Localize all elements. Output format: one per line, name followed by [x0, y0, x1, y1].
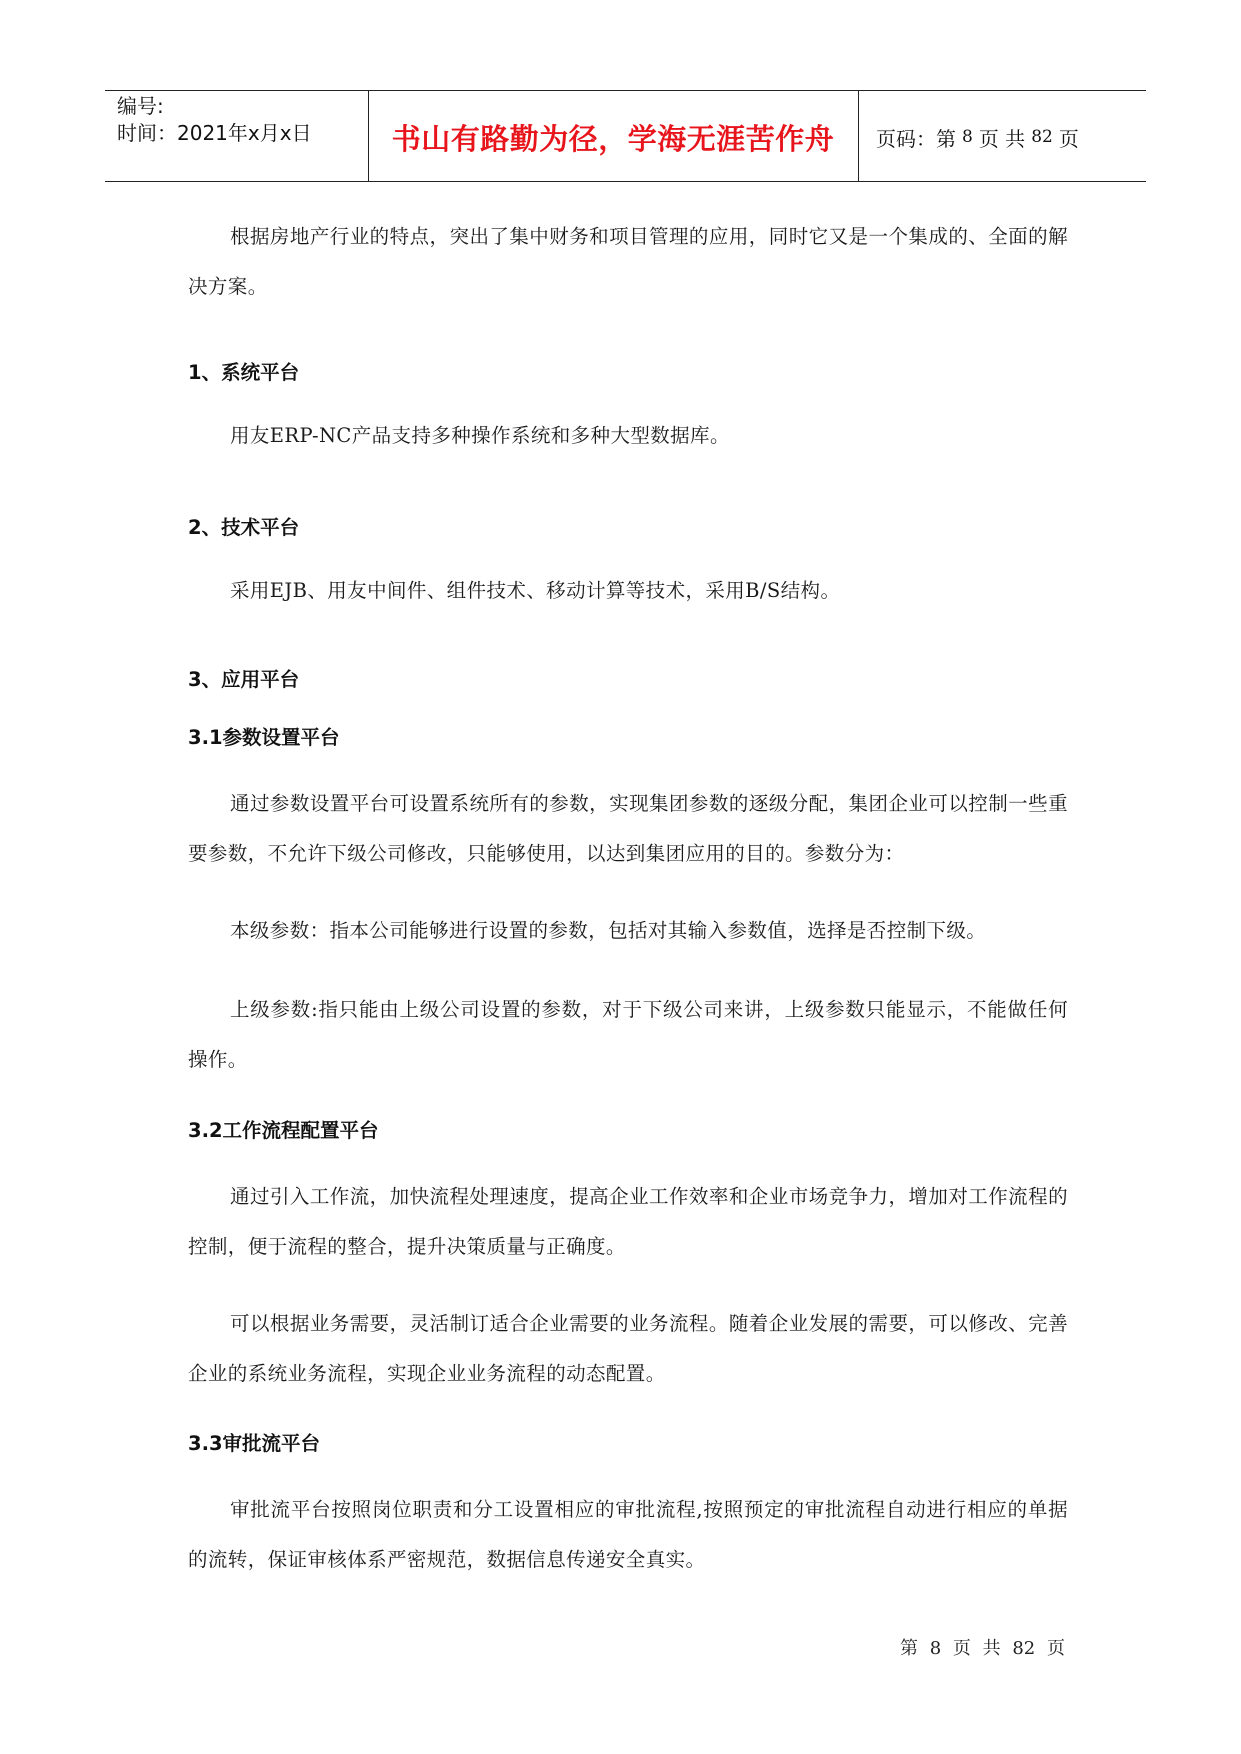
subsection-3-1-local-params: 本级参数：指本公司能够进行设置的参数，包括对其输入参数值，选择是否控制下级。 [230, 919, 987, 942]
time-label: 时间：2021年x月x日 [117, 121, 312, 145]
intro-paragraph: 根据房地产行业的特点，突出了集中财务和项目管理的应用，同时它又是一个集成的、全面的解决方案。 [188, 225, 1068, 298]
page-total: 82 [1031, 127, 1053, 147]
section-2-paragraph: 采用EJB、用友中间件、组件技术、移动计算等技术，采用B/S结构。 [230, 579, 841, 602]
section-heading-1: 1、系统平台 [188, 361, 300, 384]
header-page-info [858, 91, 1146, 183]
subsection-heading-3-1: 3.1参数设置平台 [188, 726, 340, 749]
subsection-3-1-parent-params: 上级参数:指只能由上级公司设置的参数，对于下级公司来讲，上级参数只能显示，不能做任何操作。 [188, 998, 1068, 1071]
subsection-3-2-paragraph: 通过引入工作流，加快流程处理速度，提高企业工作效率和企业市场竞争力，增加对工作流程的控制，便于流程的整合，提升决策质量与正确度。 [188, 1185, 1068, 1258]
serial-label: 编号: [117, 94, 164, 118]
section-heading-2: 2、技术平台 [188, 516, 300, 539]
page-header [105, 90, 1146, 182]
subsection-3-3-paragraph: 审批流平台按照岗位职责和分工设置相应的审批流程,按照预定的审批流程自动进行相应的单据的流转，保证审核体系严密规范，数据信息传递安全真实。 [188, 1498, 1068, 1571]
page-mid: 页 共 [978, 126, 1026, 151]
section-heading-3: 3、应用平台 [188, 668, 300, 691]
subsection-3-1-paragraph: 通过参数设置平台可设置系统所有的参数，实现集团参数的逐级分配，集团企业可以控制一些重要参数，不允许下级公司修改，只能够使用，以达到集团应用的目的。参数分为： [188, 792, 1068, 865]
section-1-paragraph: 用友ERP-NC产品支持多种操作系统和多种大型数据库。 [230, 424, 730, 447]
page-number: 8 [962, 127, 973, 147]
subsection-heading-3-2: 3.2工作流程配置平台 [188, 1119, 379, 1142]
page-footer: 第 8 页 共 82 页 [900, 1638, 1065, 1659]
subsection-3-2-paragraph-2: 可以根据业务需要，灵活制订适合企业需要的业务流程。随着企业发展的需要，可以修改、完善企业的系统业务流程，实现企业业务流程的动态配置。 [188, 1312, 1068, 1385]
page-suffix: 页 [1058, 126, 1079, 151]
subsection-heading-3-3: 3.3审批流平台 [188, 1432, 321, 1455]
header-meta [117, 93, 312, 147]
page-prefix: 页码：第 [876, 126, 956, 151]
header-motto: 书山有路勤为径，学海无涯苦作舟 [391, 121, 835, 156]
